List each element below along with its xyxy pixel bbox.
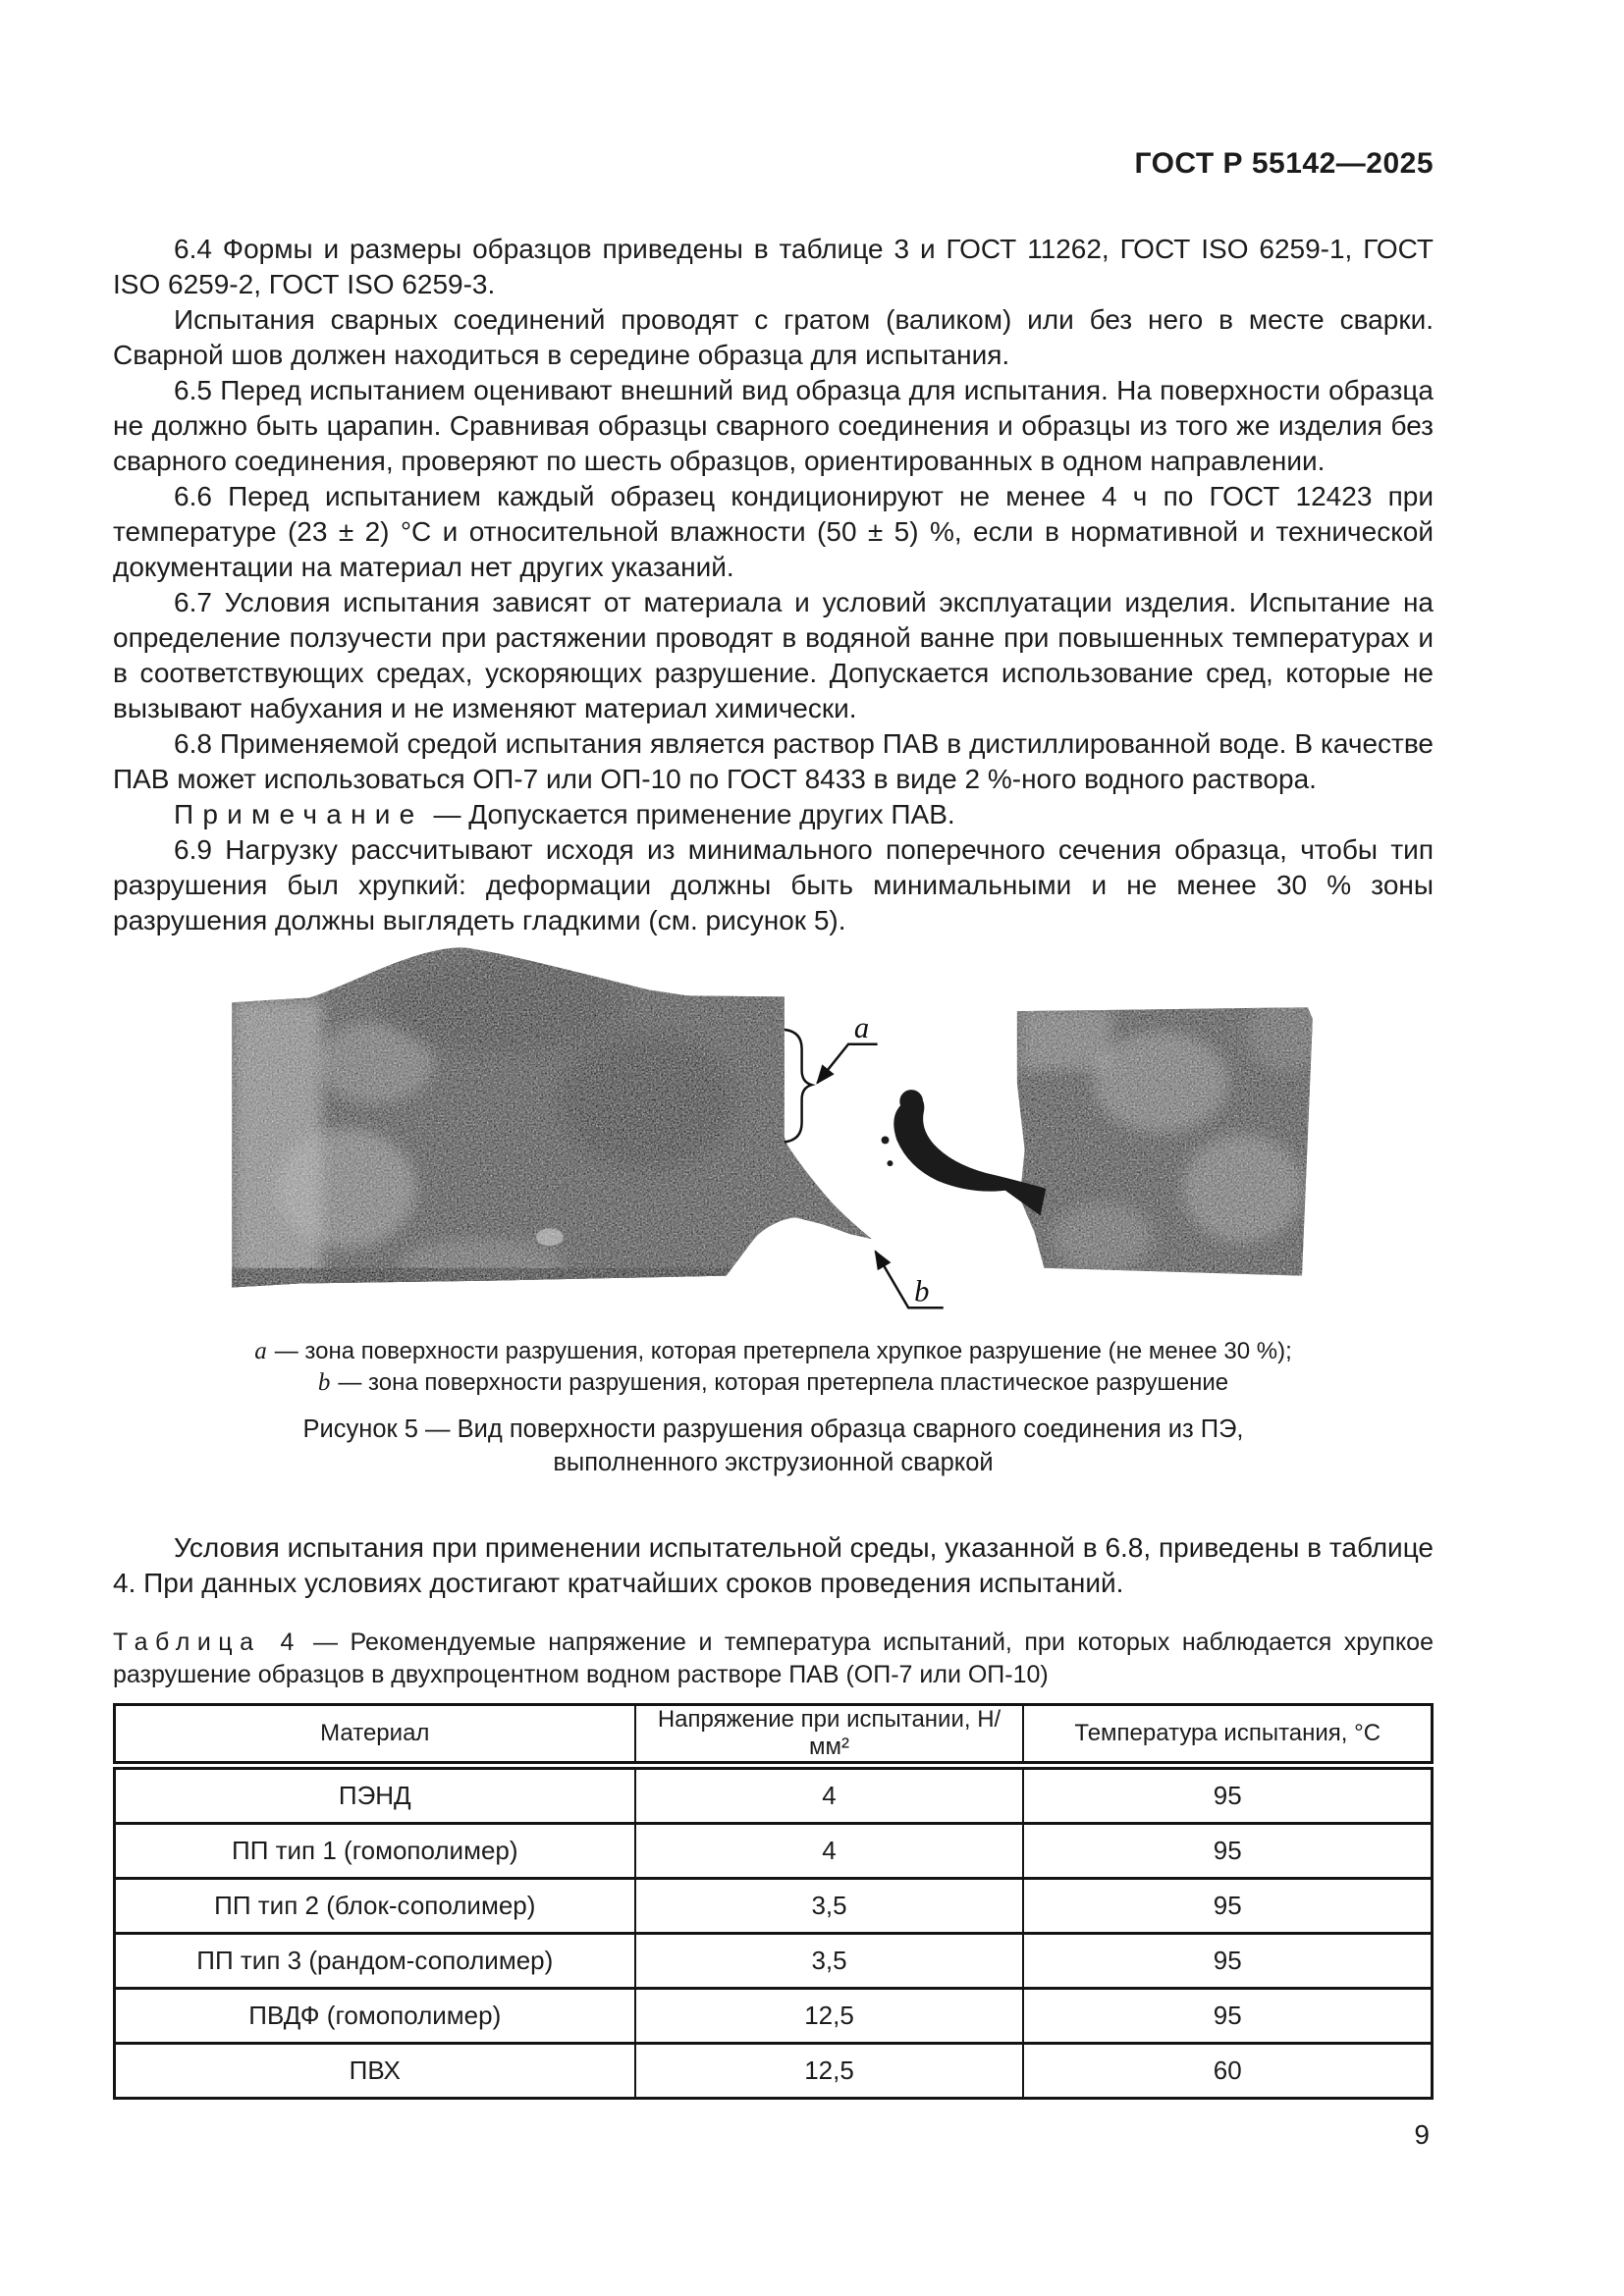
table-title-text: — Рекомендуемые напряжение и температура испытаний, при которых наблюдается хрупкое разрушение образцов в двухпроцентном водном растворе ПАВ (ОП-7 или ОП-10) [113, 1629, 1434, 1688]
paragraph-6-9: 6.9 Нагрузку рассчитывают исходя из минимального поперечного сечения образца, чтобы тип разрушения был хрупкий: деформации должны быть минимальными и не менее 30 % зоны разрушения должны выглядеть гладкими (см. рисунок 5). [113, 834, 1434, 935]
table-title [113, 1627, 1434, 1691]
table-row [115, 1934, 1433, 1989]
note-label: Примечание [174, 799, 424, 829]
legend-line-b [113, 1367, 1434, 1399]
cell-stress: 4 [635, 1766, 1024, 1824]
cell-material: ПП тип 3 (рандом-сополимер) [115, 1934, 635, 1989]
table-row [115, 1766, 1433, 1824]
body-text [113, 232, 1434, 938]
figure-label-a: a [853, 1010, 870, 1044]
column-header-material: Материал [115, 1705, 635, 1766]
paragraph-6-8: 6.8 Применяемой средой испытания является раствор ПАВ в дистиллированной воде. В качестве ПАВ может использоваться ОП-7 или ОП-10 по ГОСТ 8433 в виде 2 %-ного водного раствора. [113, 728, 1434, 794]
legend-symbol-b: b [317, 1369, 331, 1396]
running-header: ГОСТ Р 55142—2025 [1134, 147, 1434, 180]
cell-stress: 4 [635, 1824, 1024, 1879]
leader-arrow-b [876, 1252, 944, 1308]
page-number: 9 [1414, 2119, 1430, 2150]
table-row [115, 1824, 1433, 1879]
table-title-label: Таблица 4 [113, 1629, 301, 1656]
column-header-stress: Напряжение при испытании, Н/мм² [635, 1705, 1024, 1766]
cell-temp: 95 [1023, 1824, 1432, 1879]
figure-5 [223, 946, 1323, 1324]
paragraph-6-4: 6.4 Формы и размеры образцов приведены в таблице 3 и ГОСТ 11262, ГОСТ ISO 6259-1, ГОСТ ISO 6259-2, ГОСТ ISO 6259-3. [113, 234, 1434, 299]
page-content [113, 0, 1434, 2151]
cell-temp: 95 [1023, 1934, 1432, 1989]
table-row [115, 1879, 1433, 1934]
cell-material: ПВХ [115, 2044, 635, 2099]
paragraph-6-7: 6.7 Условия испытания зависят от материала и условий эксплуатации изделия. Испытание на определение ползучести при растяжении проводят в водяной ванне при повышенных температурах и в соответствующих средах, ускоряющих разрушение. Допускается использование сред, которые не вызывают набухания и не изменяют материал химически. [113, 587, 1434, 723]
leader-arrow-a [817, 1044, 877, 1083]
note-text: — Допускается применение других ПАВ. [433, 799, 955, 829]
specimen-right [889, 946, 1323, 1324]
figure-caption-line2: выполненного экструзионной сваркой [553, 1449, 994, 1476]
legend-line-a [113, 1336, 1434, 1367]
cell-temp: 95 [1023, 1766, 1432, 1824]
bracket-a [785, 1030, 812, 1143]
figure-caption-line1: Рисунок 5 — Вид поверхности разрушения образца сварного соединения из ПЭ, [302, 1415, 1244, 1443]
table-row [115, 2044, 1433, 2099]
paragraph-conditions: Условия испытания при применении испытательной среды, указанной в 6.8, приведены в таблице 4. При данных условиях достигают кратчайших сроков проведения испытаний. [113, 1532, 1434, 1598]
note-paragraph [113, 797, 1434, 832]
table-row [115, 1989, 1433, 2044]
figure-label-b: b [914, 1274, 930, 1308]
cell-material: ПВДФ (гомополимер) [115, 1989, 635, 2044]
cell-temp: 95 [1023, 1989, 1432, 2044]
paragraph-6-5: 6.5 Перед испытанием оценивают внешний вид образца для испытания. На поверхности образца не должно быть царапин. Сравнивая образцы сварного соединения и образцы из того же изделия без сварного соединения, проверяют по шесть образцов, ориентированных в одном направлении. [113, 375, 1434, 476]
figure-caption [113, 1413, 1434, 1479]
column-header-temperature: Температура испытания, °С [1023, 1705, 1432, 1766]
cell-material: ПП тип 2 (блок-сополимер) [115, 1879, 635, 1934]
legend-symbol-a: a [254, 1338, 267, 1364]
cell-material: ПЭНД [115, 1766, 635, 1824]
specimen-left [230, 946, 889, 1324]
legend-text-b: — зона поверхности разрушения, которая претерпела пластическое разрушение [338, 1369, 1229, 1396]
materials-table [113, 1703, 1434, 2100]
legend-text-a: — зона поверхности разрушения, которая претерпела хрупкое разрушение (не менее 30 %); [274, 1338, 1292, 1364]
cell-stress: 3,5 [635, 1879, 1024, 1934]
figure-legend [113, 1336, 1434, 1399]
fracture-photo [223, 946, 1323, 1324]
cell-stress: 3,5 [635, 1934, 1024, 1989]
paragraph-6-6: 6.6 Перед испытанием каждый образец кондиционируют не менее 4 ч по ГОСТ 12423 при температуре (23 ± 2) °С и относительной влажности (50 ± 5) %, если в нормативной и технической документации на материал нет других указаний. [113, 481, 1434, 582]
table-header-row [115, 1705, 1433, 1766]
cell-temp: 60 [1023, 2044, 1432, 2099]
cell-stress: 12,5 [635, 2044, 1024, 2099]
cell-stress: 12,5 [635, 1989, 1024, 2044]
paragraph-weld: Испытания сварных соединений проводят с гратом (валиком) или без него в месте сварки. Сварной шов должен находиться в середине образца для испытания. [113, 304, 1434, 370]
cell-temp: 95 [1023, 1879, 1432, 1934]
cell-material: ПП тип 1 (гомополимер) [115, 1824, 635, 1879]
